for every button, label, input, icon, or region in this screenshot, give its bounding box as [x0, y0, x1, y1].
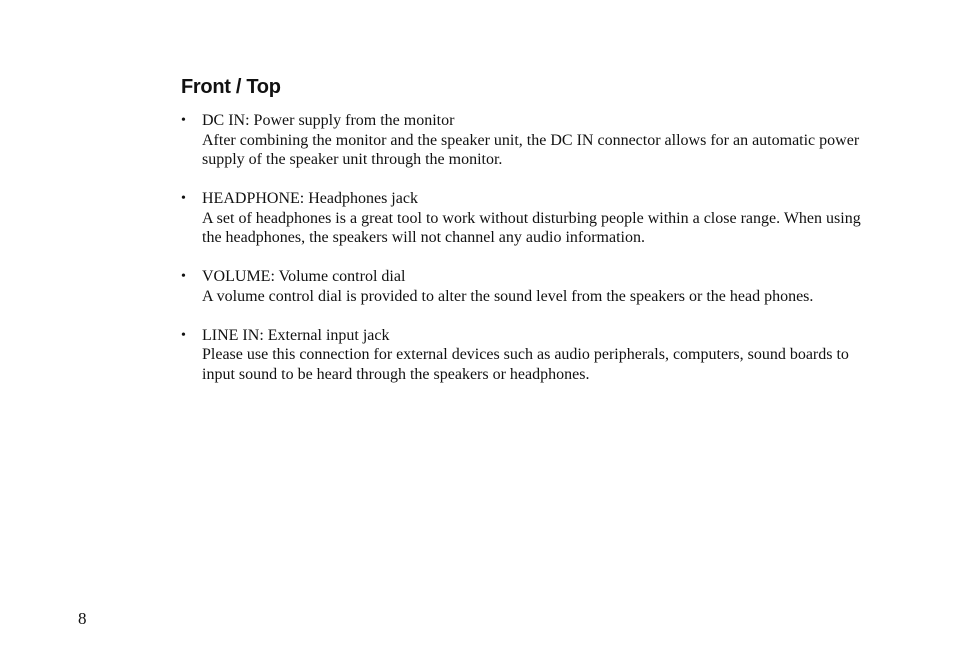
- list-item-dc-in: [181, 111, 861, 170]
- list-item-line-in: [181, 326, 861, 385]
- page-number: 8: [78, 609, 87, 628]
- item-heading: VOLUME: Volume control dial: [202, 268, 406, 285]
- list-item-headphone: [181, 189, 861, 248]
- item-description: Please use this connection for external devices such as audio peripherals, computers, sound boards to input sound to be heard through the speakers or headphones.: [202, 346, 849, 383]
- list-item-volume: [181, 267, 861, 306]
- bullet-icon: •: [181, 191, 186, 206]
- bullet-icon: •: [181, 113, 186, 128]
- item-description: A set of headphones is a great tool to work without disturbing people within a close range. When using the headphones, the speakers will not channel any audio information.: [202, 209, 861, 246]
- bullet-icon: •: [181, 327, 186, 343]
- item-heading: LINE IN: External input jack: [202, 326, 390, 344]
- bullet-icon: •: [181, 269, 186, 284]
- connector-list: [181, 111, 861, 404]
- item-description: A volume control dial is provided to alter the sound level from the speakers or the head phones.: [202, 287, 814, 305]
- item-heading: DC IN: Power supply from the monitor: [202, 112, 455, 129]
- item-heading: HEADPHONE: Headphones jack: [202, 190, 418, 207]
- section-title: Front / Top: [181, 76, 281, 98]
- item-description: After combining the monitor and the speaker unit, the DC IN connector allows for an automatic power supply of the speaker unit through the monitor.: [202, 131, 860, 168]
